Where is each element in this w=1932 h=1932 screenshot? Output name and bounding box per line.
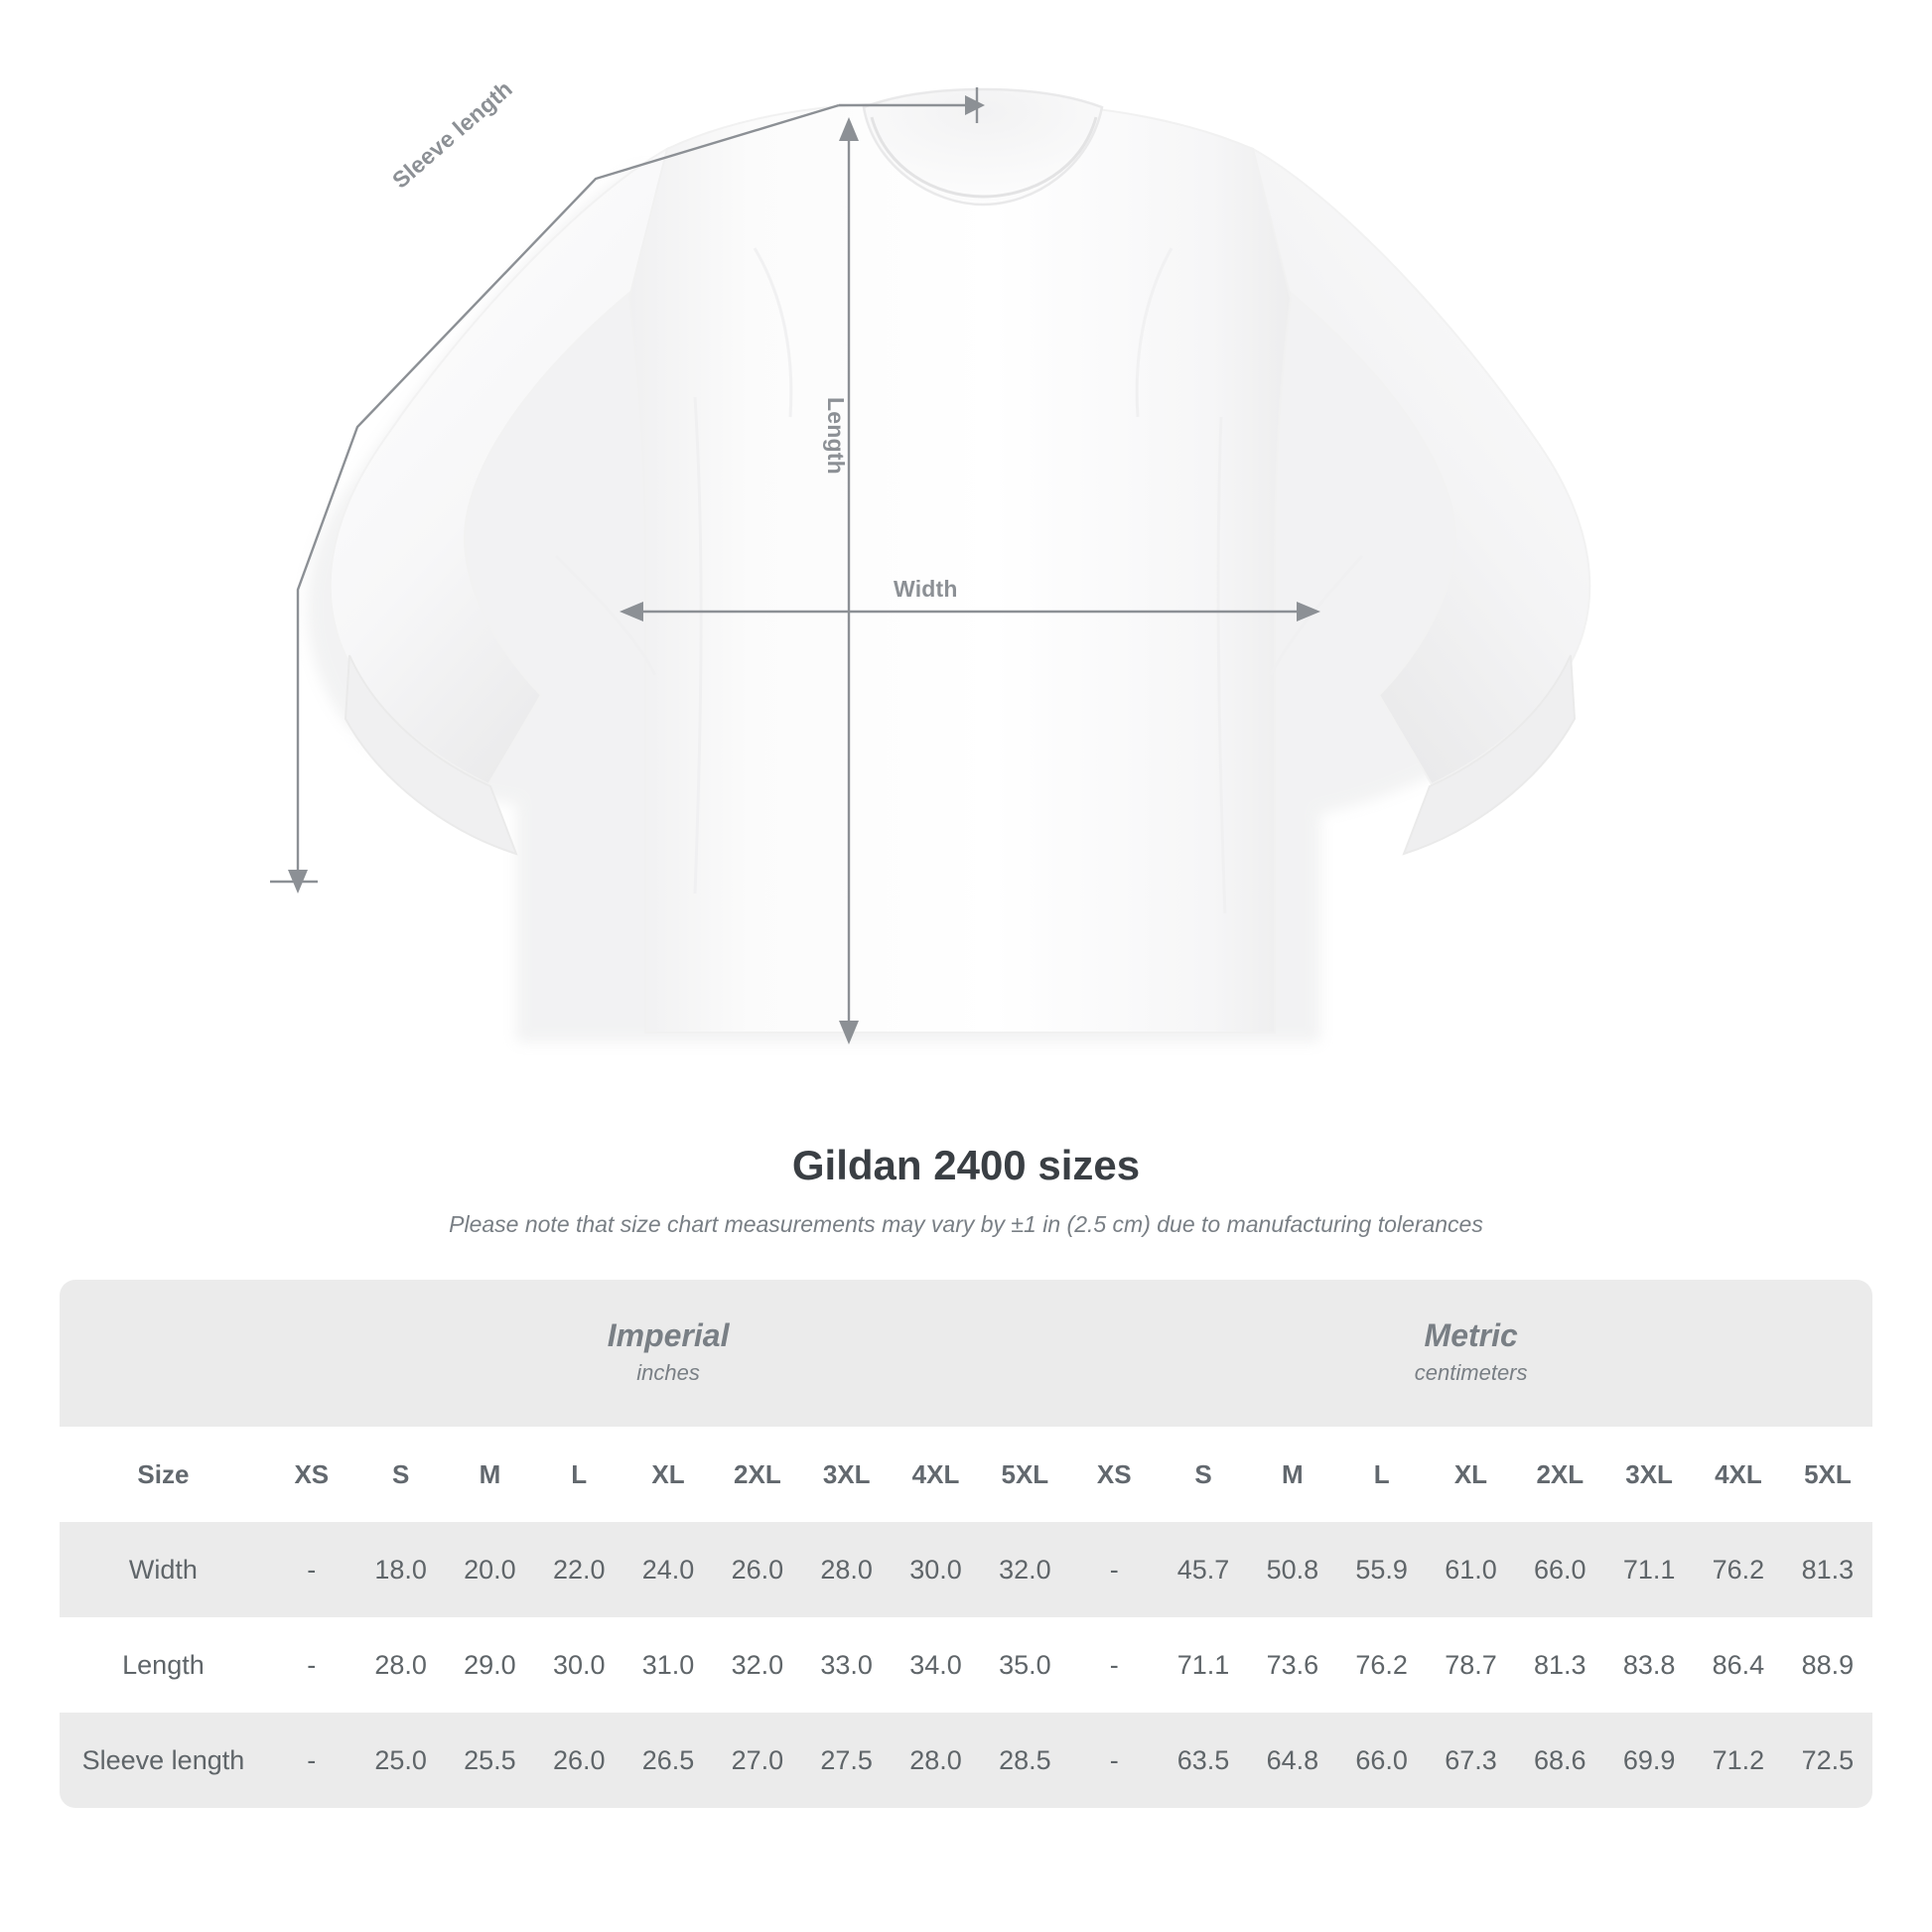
cell-sleeve-imperial-3xl: 27.5	[802, 1713, 892, 1808]
cell-length-metric-xl: 78.7	[1427, 1617, 1516, 1713]
size-table	[60, 1280, 1872, 1808]
cell-length-imperial-s: 28.0	[356, 1617, 446, 1713]
row-label-length: Length	[60, 1617, 267, 1713]
cell-sleeve-metric-l: 66.0	[1337, 1713, 1427, 1808]
cell-sleeve-metric-xl: 67.3	[1427, 1713, 1516, 1808]
unit-header-imperial-name: Imperial	[607, 1317, 730, 1354]
cell-width-imperial-4xl: 30.0	[892, 1522, 981, 1617]
size-header-metric-2xl: 2XL	[1515, 1427, 1604, 1522]
cell-sleeve-metric-4xl: 71.2	[1694, 1713, 1783, 1808]
cell-width-imperial-5xl: 32.0	[980, 1522, 1069, 1617]
cell-length-imperial-5xl: 35.0	[980, 1617, 1069, 1713]
cell-length-imperial-xl: 31.0	[623, 1617, 713, 1713]
cell-length-imperial-xs: -	[267, 1617, 356, 1713]
cell-sleeve-imperial-l: 26.0	[534, 1713, 623, 1808]
cell-width-metric-xl: 61.0	[1427, 1522, 1516, 1617]
cell-sleeve-metric-5xl: 72.5	[1783, 1713, 1872, 1808]
cell-length-metric-l: 76.2	[1337, 1617, 1427, 1713]
table-row	[60, 1522, 1872, 1617]
row-label-sleeve-length: Sleeve length	[60, 1713, 267, 1808]
cell-sleeve-imperial-2xl: 27.0	[713, 1713, 802, 1808]
cell-width-imperial-s: 18.0	[356, 1522, 446, 1617]
size-header-imperial-xs: XS	[267, 1427, 356, 1522]
cell-length-metric-2xl: 81.3	[1515, 1617, 1604, 1713]
size-header-metric-5xl: 5XL	[1783, 1427, 1872, 1522]
size-header-metric-xl: XL	[1427, 1427, 1516, 1522]
cell-width-imperial-3xl: 28.0	[802, 1522, 892, 1617]
cell-sleeve-metric-3xl: 69.9	[1604, 1713, 1694, 1808]
cell-width-metric-l: 55.9	[1337, 1522, 1427, 1617]
table-row	[60, 1617, 1872, 1713]
unit-header-spacer	[60, 1280, 267, 1427]
cell-length-imperial-m: 29.0	[446, 1617, 535, 1713]
cell-sleeve-imperial-m: 25.5	[446, 1713, 535, 1808]
cell-length-imperial-2xl: 32.0	[713, 1617, 802, 1713]
cell-width-imperial-2xl: 26.0	[713, 1522, 802, 1617]
cell-length-metric-3xl: 83.8	[1604, 1617, 1694, 1713]
unit-header-metric-name: Metric	[1424, 1317, 1518, 1354]
cell-width-metric-m: 50.8	[1248, 1522, 1337, 1617]
size-header-metric-l: L	[1337, 1427, 1427, 1522]
row-label-width: Width	[60, 1522, 267, 1617]
page-title: Gildan 2400 sizes	[791, 1142, 1141, 1188]
cell-width-metric-5xl: 81.3	[1783, 1522, 1872, 1617]
cell-sleeve-metric-m: 64.8	[1248, 1713, 1337, 1808]
size-header-imperial-s: S	[356, 1427, 446, 1522]
size-header-imperial-5xl: 5XL	[980, 1427, 1069, 1522]
cell-sleeve-imperial-xs: -	[267, 1713, 356, 1808]
size-header-label: Size	[60, 1427, 267, 1522]
cell-length-imperial-4xl: 34.0	[892, 1617, 981, 1713]
cell-sleeve-metric-xs: -	[1069, 1713, 1159, 1808]
page-subtitle: Please note that size chart measurements may vary by ±1 in (2.5 cm) due to manufacturing tolerances	[449, 1211, 1483, 1237]
cell-width-metric-s: 45.7	[1159, 1522, 1248, 1617]
cell-length-metric-4xl: 86.4	[1694, 1617, 1783, 1713]
cell-sleeve-metric-2xl: 68.6	[1515, 1713, 1604, 1808]
size-header-imperial-xl: XL	[623, 1427, 713, 1522]
unit-header-metric-sub: centimeters	[1414, 1360, 1528, 1386]
cell-sleeve-metric-s: 63.5	[1159, 1713, 1248, 1808]
size-header-metric-s: S	[1159, 1427, 1248, 1522]
cell-width-imperial-m: 20.0	[446, 1522, 535, 1617]
cell-width-metric-2xl: 66.0	[1515, 1522, 1604, 1617]
dimension-label-sleeve-length: Sleeve length	[387, 75, 517, 194]
size-header-imperial-l: L	[534, 1427, 623, 1522]
size-header-imperial-2xl: 2XL	[713, 1427, 802, 1522]
size-header-metric-3xl: 3XL	[1604, 1427, 1694, 1522]
cell-width-imperial-xl: 24.0	[623, 1522, 713, 1617]
cell-sleeve-imperial-5xl: 28.5	[980, 1713, 1069, 1808]
dimension-label-width: Width	[894, 576, 958, 602]
unit-header-metric	[1069, 1280, 1872, 1427]
cell-sleeve-imperial-xl: 26.5	[623, 1713, 713, 1808]
cell-sleeve-imperial-s: 25.0	[356, 1713, 446, 1808]
cell-length-metric-s: 71.1	[1159, 1617, 1248, 1713]
size-header-imperial-3xl: 3XL	[802, 1427, 892, 1522]
cell-length-metric-5xl: 88.9	[1783, 1617, 1872, 1713]
cell-sleeve-imperial-4xl: 28.0	[892, 1713, 981, 1808]
cell-width-metric-4xl: 76.2	[1694, 1522, 1783, 1617]
table-row	[60, 1713, 1872, 1808]
size-header-metric-4xl: 4XL	[1694, 1427, 1783, 1522]
cell-length-metric-m: 73.6	[1248, 1617, 1337, 1713]
size-header-imperial-4xl: 4XL	[892, 1427, 981, 1522]
dimension-label-length: Length	[823, 397, 849, 475]
cell-length-imperial-3xl: 33.0	[802, 1617, 892, 1713]
title-block	[0, 1142, 1932, 1238]
size-header-row	[60, 1427, 1872, 1522]
size-header-imperial-m: M	[446, 1427, 535, 1522]
unit-header-imperial	[267, 1280, 1069, 1427]
cell-length-imperial-l: 30.0	[534, 1617, 623, 1713]
size-header-metric-xs: XS	[1069, 1427, 1159, 1522]
unit-header-imperial-sub: inches	[636, 1360, 700, 1386]
size-header-metric-m: M	[1248, 1427, 1337, 1522]
unit-header-row	[60, 1280, 1872, 1427]
cell-width-imperial-xs: -	[267, 1522, 356, 1617]
cell-width-metric-3xl: 71.1	[1604, 1522, 1694, 1617]
cell-length-metric-xs: -	[1069, 1617, 1159, 1713]
cell-width-imperial-l: 22.0	[534, 1522, 623, 1617]
size-table-wrapper	[60, 1280, 1872, 1808]
cell-width-metric-xs: -	[1069, 1522, 1159, 1617]
